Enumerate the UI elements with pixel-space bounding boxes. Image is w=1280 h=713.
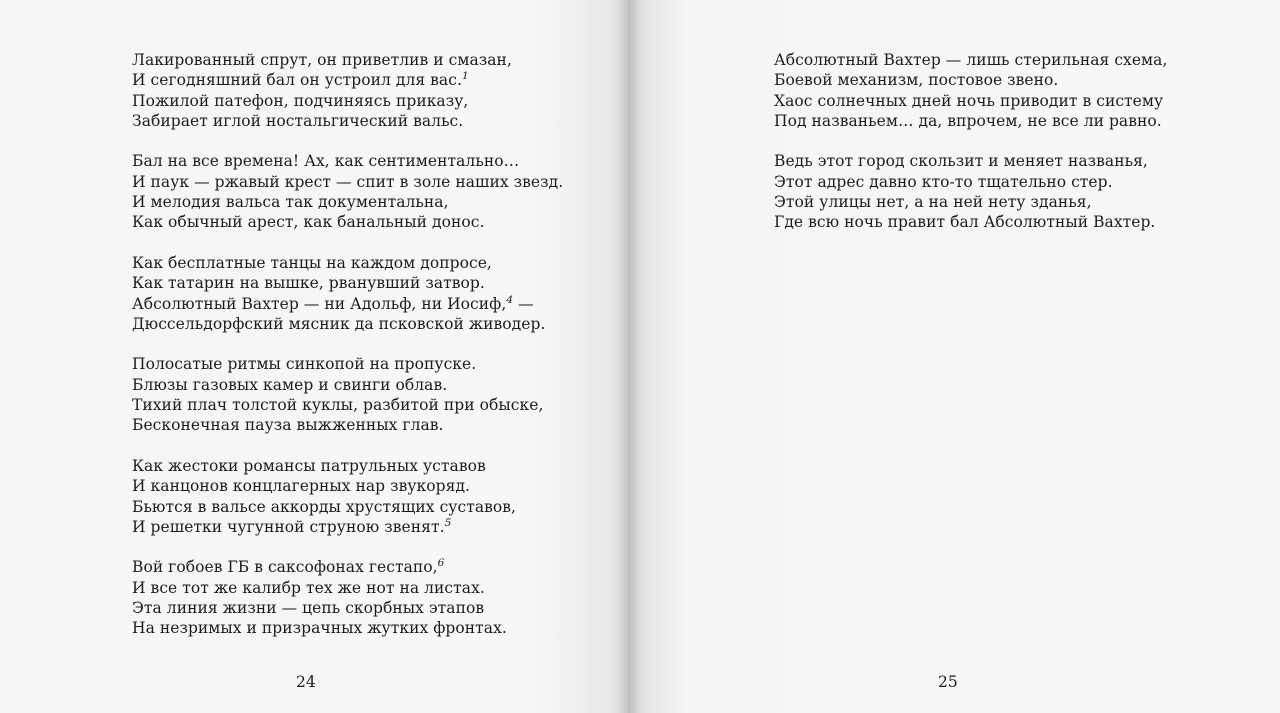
poem-line-text: Бьются в вальсе аккорды хрустящих суставов, <box>132 497 517 516</box>
poem-line <box>774 172 1167 192</box>
page-number-left: 24 <box>296 673 316 691</box>
poem-line-text: Боевой механизм, постовое звено. <box>774 71 1059 90</box>
poem-line-text: Полосатые ритмы синкопой на пропуске. <box>132 355 477 374</box>
footnote-marker: 4 <box>506 293 514 306</box>
poem-line <box>132 476 563 496</box>
poem-line <box>132 578 563 598</box>
footnote-marker: 6 <box>437 557 445 570</box>
poem-line <box>132 618 563 638</box>
poem-line <box>132 253 563 273</box>
poem-line <box>774 50 1167 70</box>
poem-line <box>774 151 1167 171</box>
stanza <box>132 354 563 435</box>
poem-line <box>132 354 563 374</box>
page-number-right: 25 <box>938 673 958 691</box>
poem-line <box>774 91 1167 111</box>
right-page-poem <box>774 50 1167 253</box>
poem-line <box>132 395 563 415</box>
poem-line <box>132 172 563 192</box>
poem-line-text: И паук — ржавый крест — спит в золе наших звезд. <box>132 172 564 191</box>
poem-line-text: Бесконечная пауза выжженных глав. <box>132 416 444 435</box>
poem-line-text: Абсолютный Вахтер — лишь стерильная схема, <box>774 51 1168 69</box>
poem-line <box>774 212 1167 232</box>
poem-line <box>132 314 563 334</box>
poem-line-text: Хаос солнечных дней ночь приводит в систему <box>774 91 1164 110</box>
poem-line-text: Абсолютный Вахтер — ни Адольф, ни Иосиф, <box>132 294 507 313</box>
poem-line-text: Ведь этот город скользит и меняет названья, <box>774 152 1148 171</box>
poem-line-text: Вой гобоев ГБ в саксофонах гестапо, <box>132 558 438 577</box>
stanza <box>132 151 563 232</box>
poem-line <box>774 70 1167 90</box>
poem-line <box>132 192 563 212</box>
poem-line <box>132 273 563 293</box>
poem-line <box>132 517 563 537</box>
poem-line <box>132 415 563 435</box>
stanza <box>132 557 563 638</box>
poem-line <box>132 70 563 90</box>
poem-line-text: Бал на все времена! Ах, как сентиментально… <box>132 152 520 171</box>
poem-line <box>132 151 563 171</box>
poem-line-text: Эта линия жизни — цепь скорбных этапов <box>132 599 485 618</box>
poem-line-tail: — <box>513 294 534 313</box>
poem-line-text: Как бесплатные танцы на каждом допросе, <box>132 253 492 272</box>
poem-line <box>132 294 563 314</box>
stanza <box>132 50 563 131</box>
stanza <box>132 253 563 334</box>
left-page-poem <box>132 50 563 659</box>
poem-line <box>132 91 563 111</box>
poem-line-text: И канцонов концлагерных нар звукоряд. <box>132 477 471 496</box>
stanza <box>774 151 1167 232</box>
poem-line-text: Как обычный арест, как банальный донос. <box>132 213 485 232</box>
poem-line-text: Блюзы газовых камер и свинги облав. <box>132 375 448 394</box>
poem-line-text: Как татарин на вышке, рванувший затвор. <box>132 274 485 293</box>
poem-line <box>132 497 563 517</box>
poem-line <box>132 598 563 618</box>
poem-line <box>132 557 563 577</box>
poem-line <box>132 111 563 131</box>
poem-line-text: Под названьем… да, впрочем, не все ли равно. <box>774 111 1162 130</box>
footnote-marker: 1 <box>461 70 469 83</box>
poem-line-text: Лакированный спрут, он приветлив и смазан, <box>132 51 512 69</box>
footnote-marker: 5 <box>444 516 452 529</box>
poem-line-text: Где всю ночь правит бал Абсолютный Вахтер. <box>774 213 1156 232</box>
stanza <box>132 456 563 537</box>
book-gutter <box>618 0 640 713</box>
poem-line-text: Пожилой патефон, подчиняясь приказу, <box>132 91 469 110</box>
poem-line-text: Как жестоки романсы патрульных уставов <box>132 456 486 475</box>
poem-line-text: Дюссельдорфский мясник да псковской живодер. <box>132 314 546 333</box>
poem-line-text: Тихий плач толстой куклы, разбитой при обыске, <box>132 396 544 415</box>
stanza <box>774 50 1167 131</box>
poem-line <box>774 111 1167 131</box>
poem-line <box>132 212 563 232</box>
poem-line-text: Этой улицы нет, а на ней нету зданья, <box>774 193 1092 212</box>
poem-line <box>132 50 563 70</box>
poem-line <box>132 375 563 395</box>
poem-line-text: Этот адрес давно кто-то тщательно стер. <box>774 172 1113 191</box>
poem-line <box>132 456 563 476</box>
poem-line <box>774 192 1167 212</box>
poem-line-text: И сегодняшний бал он устроил для вас. <box>132 71 462 90</box>
poem-line-text: На незримых и призрачных жутких фронтах. <box>132 619 507 638</box>
poem-line-text: И мелодия вальса так документальна, <box>132 193 449 212</box>
poem-line-text: И решетки чугунной струною звенят. <box>132 517 445 536</box>
poem-line-text: Забирает иглой ностальгический вальс. <box>132 111 464 130</box>
poem-line-text: И все тот же калибр тех же нот на листах. <box>132 578 485 597</box>
